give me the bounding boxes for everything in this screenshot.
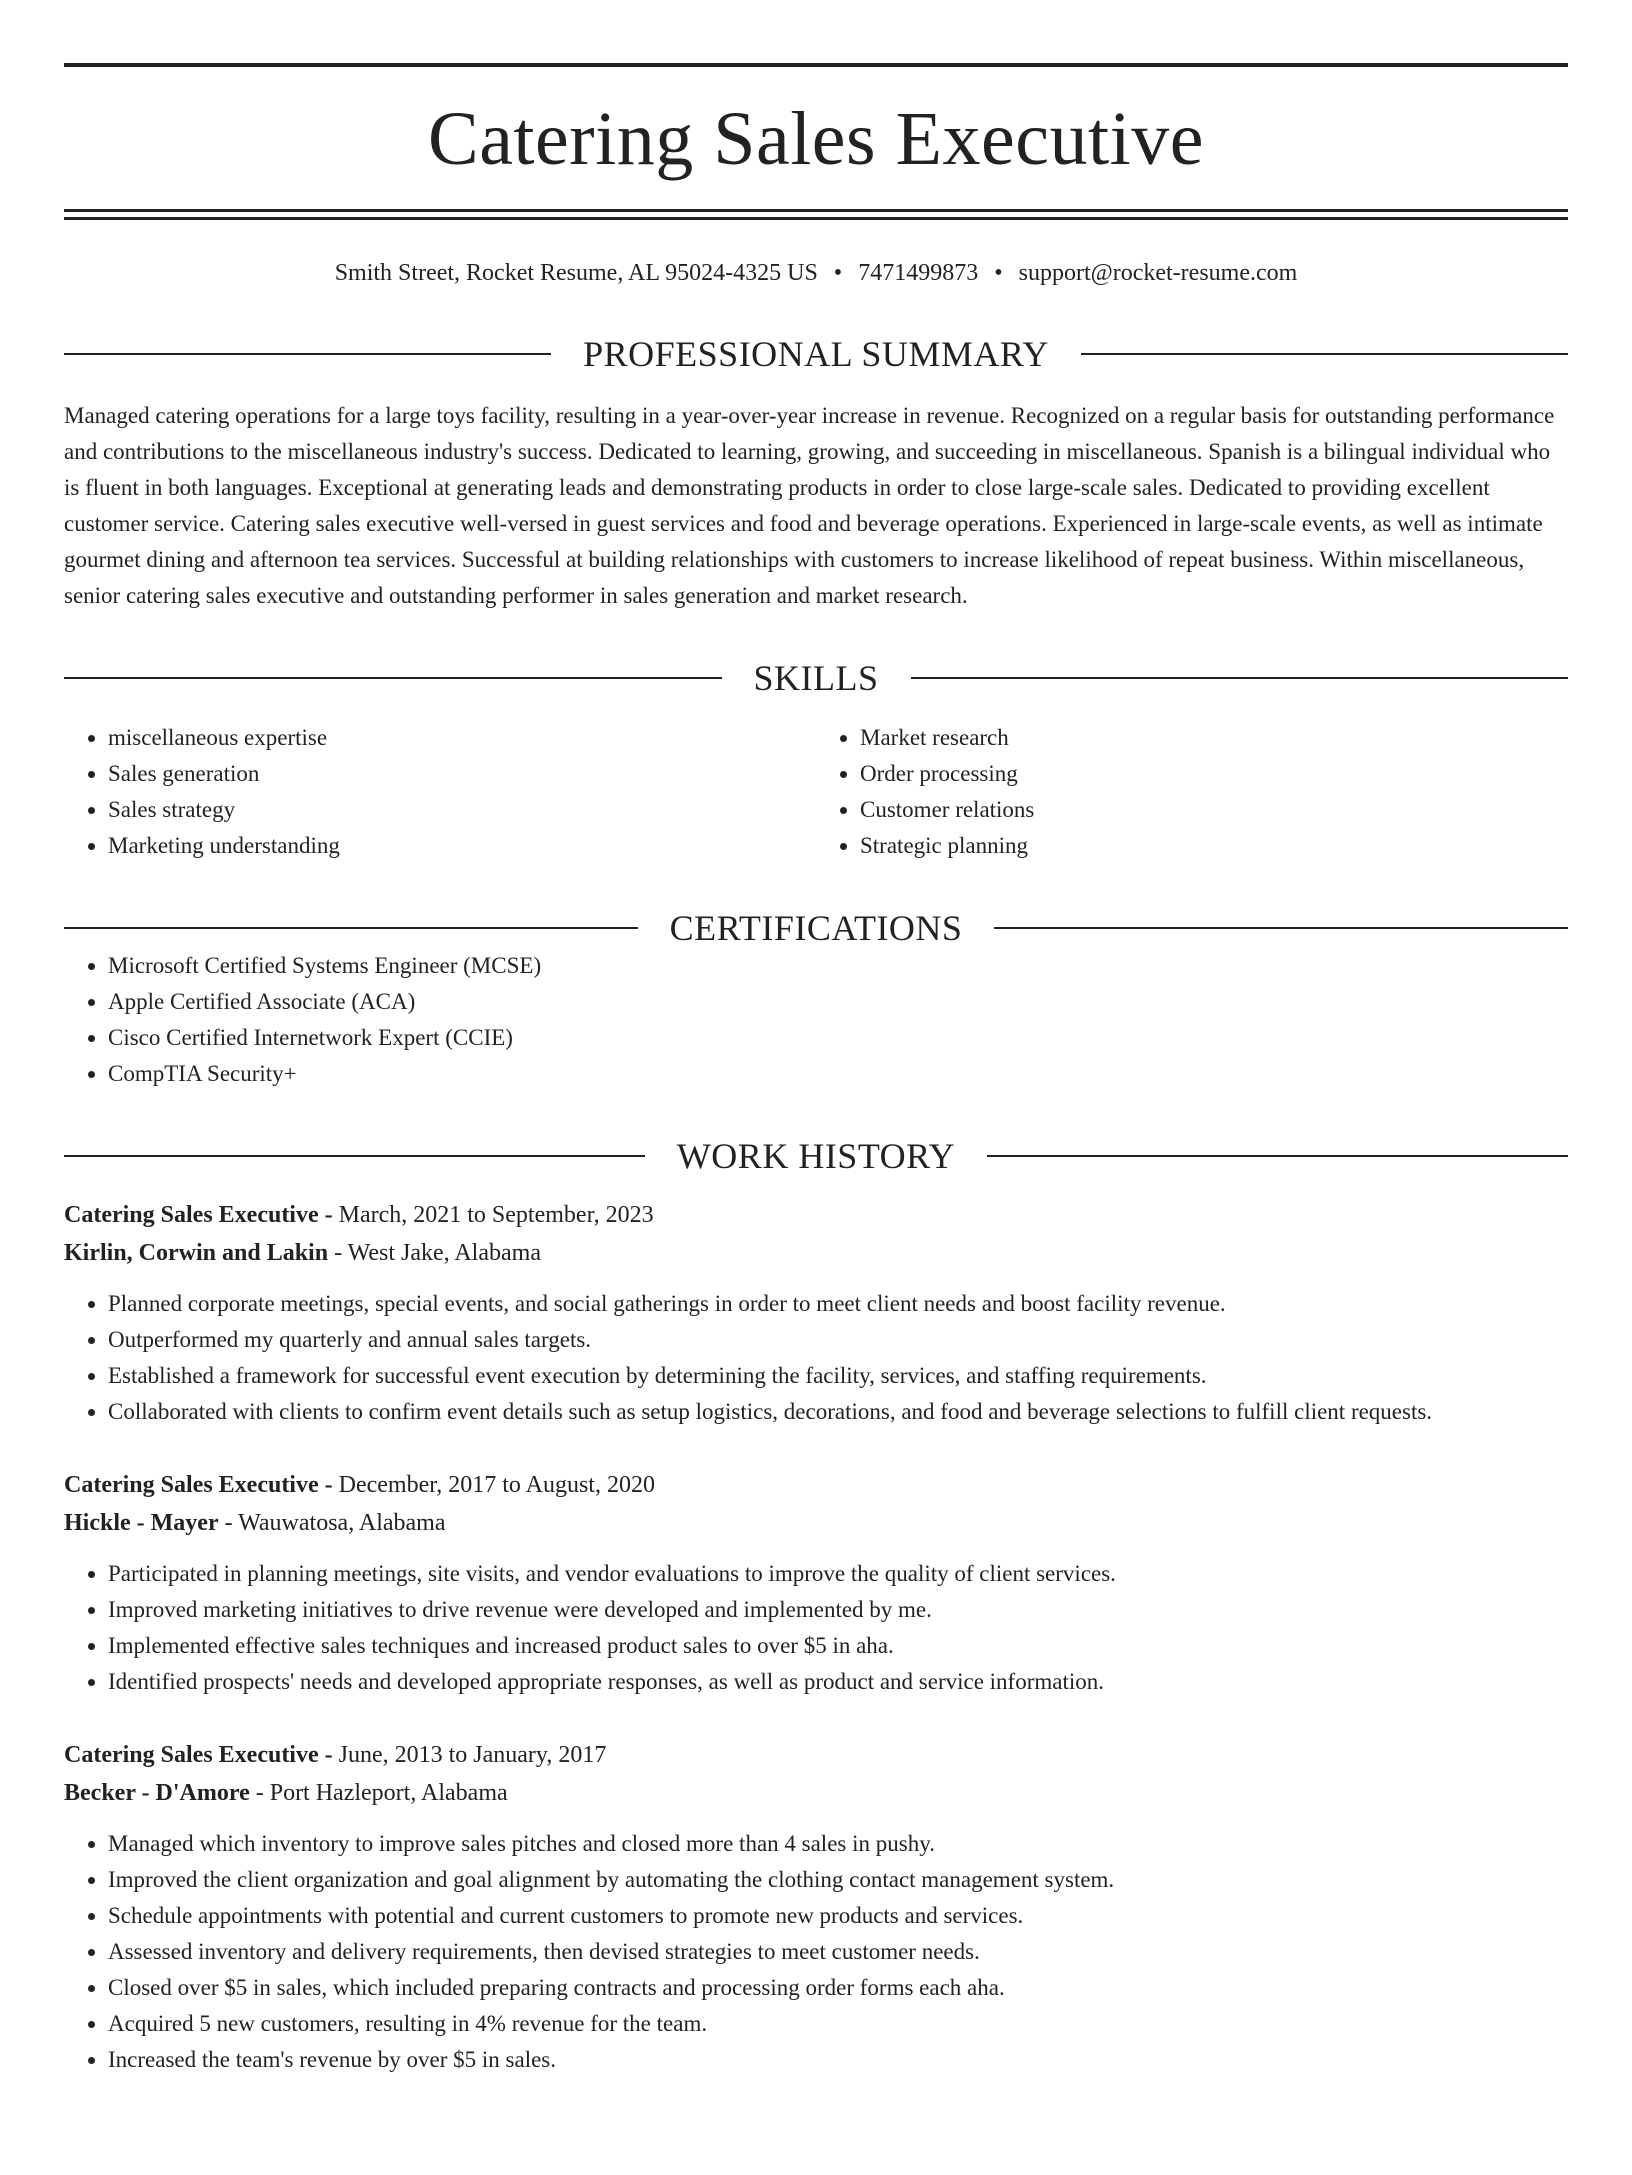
- job-company: Becker - D'Amore: [64, 1780, 250, 1806]
- resume-page: [64, 63, 1568, 2078]
- job-dates: June, 2013 to January, 2017: [338, 1742, 607, 1768]
- job-duty: • Closed over $5 in sales, which included preparing contracts and processing order forms each aha.: [108, 1970, 1568, 2006]
- job-location: Wauwatosa, Alabama: [238, 1510, 446, 1536]
- section-heading-certifications: [64, 908, 1568, 948]
- heading-rule-right: [994, 927, 1568, 929]
- job-company-line: Becker - D'Amore - Port Hazleport, Alabama: [64, 1780, 508, 1806]
- heading-rule-right: [911, 677, 1569, 679]
- heading-rule-left: [64, 927, 638, 929]
- job-duty: • Assessed inventory and delivery requirements, then devised strategies to meet customer needs.: [108, 1934, 1568, 1970]
- job-title: Catering Sales Executive: [64, 1472, 319, 1498]
- skills-column-left: [64, 720, 816, 864]
- job-duty: • Outperformed my quarterly and annual sales targets.: [108, 1322, 1568, 1358]
- contact-separator: •: [833, 260, 843, 286]
- contact-line: [64, 256, 1568, 290]
- job-duties: [64, 1556, 1568, 1700]
- skill-item: • Sales strategy: [108, 792, 816, 828]
- job-duty: • Implemented effective sales techniques and increased product sales to over $5 in aha.: [108, 1628, 1568, 1664]
- job-title-line: Catering Sales Executive - March, 2021 to September, 2023: [64, 1202, 654, 1228]
- job-location: West Jake, Alabama: [347, 1240, 541, 1266]
- job-title: Catering Sales Executive: [64, 1202, 319, 1228]
- job-duties: [64, 1826, 1568, 2078]
- job-duty: • Acquired 5 new customers, resulting in 4% revenue for the team.: [108, 2006, 1568, 2042]
- job-duty: • Participated in planning meetings, site visits, and vendor evaluations to improve the quality of client services.: [108, 1556, 1568, 1592]
- job-duty: • Collaborated with clients to confirm event details such as setup logistics, decorations, and food and beverage selections to fulfill client requests.: [108, 1394, 1568, 1430]
- certification-item: • Apple Certified Associate (ACA): [108, 984, 1568, 1020]
- section-title: CERTIFICATIONS: [669, 908, 963, 948]
- skill-item: • Strategic planning: [860, 828, 1568, 864]
- job-company-line: Kirlin, Corwin and Lakin - West Jake, Alabama: [64, 1240, 541, 1266]
- job-title: Catering Sales Executive: [64, 1742, 319, 1768]
- section-title: SKILLS: [753, 658, 879, 698]
- heading-rule-right: [1081, 353, 1568, 355]
- job-duty: • Managed which inventory to improve sales pitches and closed more than 4 sales in pushy.: [108, 1826, 1568, 1862]
- job-duty: • Planned corporate meetings, special events, and social gatherings in order to meet client needs and boost facility revenue.: [108, 1286, 1568, 1322]
- job-entry: [64, 1196, 1568, 1430]
- job-duty: • Increased the team's revenue by over $5 in sales.: [108, 2042, 1568, 2078]
- heading-rule-left: [64, 1155, 645, 1157]
- heading-rule-left: [64, 677, 722, 679]
- contact-phone: 7471499873: [858, 260, 979, 286]
- job-entry: [64, 1466, 1568, 1700]
- skill-item: • Market research: [860, 720, 1568, 756]
- skill-item: • Order processing: [860, 756, 1568, 792]
- summary-text: Managed catering operations for a large toys facility, resulting in a year-over-year increase in revenue. Recognized on a regular basis for outstanding performance and contributions to the miscellaneous industry's success. Dedicated to learning, growing, and succeeding in miscellaneous. Spanish is a bilingual individual who is fluent in both languages. Exceptional at generating leads and demonstrating products in order to close large-scale sales. Dedicated to providing excellent customer service. Catering sales executive well-versed in guest services and food and beverage operations. Experienced in large-scale events, as well as intimate gourmet dining and afternoon tea services. Successful at building relationships with customers to increase likelihood of repeat business. Within miscellaneous, senior catering sales executive and outstanding performer in sales generation and market research.: [64, 403, 1555, 608]
- job-company-line: Hickle - Mayer - Wauwatosa, Alabama: [64, 1510, 446, 1536]
- certification-item: • CompTIA Security+: [108, 1056, 1568, 1092]
- certification-item: • Cisco Certified Internetwork Expert (CCIE): [108, 1020, 1568, 1056]
- skill-item: • Sales generation: [108, 756, 816, 792]
- job-duty: • Schedule appointments with potential and current customers to promote new products and services.: [108, 1898, 1568, 1934]
- job-duty: • Identified prospects' needs and developed appropriate responses, as well as product and service information.: [108, 1664, 1568, 1700]
- title-bottom-double-rule: [64, 209, 1568, 220]
- job-title-line: Catering Sales Executive - June, 2013 to January, 2017: [64, 1742, 607, 1768]
- section-heading-skills: [64, 658, 1568, 698]
- job-duty: • Improved marketing initiatives to drive revenue were developed and implemented by me.: [108, 1592, 1568, 1628]
- contact-separator: •: [994, 260, 1003, 286]
- skill-item: • Marketing understanding: [108, 828, 816, 864]
- skill-item: • miscellaneous expertise: [108, 720, 816, 756]
- job-duty: • Established a framework for successful event execution by determining the facility, services, and staffing requirements.: [108, 1358, 1568, 1394]
- job-location: Port Hazleport, Alabama: [269, 1780, 508, 1806]
- contact-address: Smith Street, Rocket Resume, AL 95024-4325 US: [334, 260, 818, 286]
- job-duties: [64, 1286, 1568, 1430]
- section-title: WORK HISTORY: [676, 1136, 956, 1176]
- section-heading-summary: [64, 334, 1568, 374]
- job-entry: [64, 1736, 1568, 2078]
- skills-list: [64, 720, 1568, 864]
- job-dates: March, 2021 to September, 2023: [338, 1202, 654, 1228]
- page-title: Catering Sales Executive: [428, 97, 1204, 181]
- skill-item: • Customer relations: [860, 792, 1568, 828]
- section-heading-work-history: [64, 1136, 1568, 1176]
- job-title-line: Catering Sales Executive - December, 2017 to August, 2020: [64, 1472, 655, 1498]
- certification-item: • Microsoft Certified Systems Engineer (MCSE): [108, 948, 1568, 984]
- heading-rule-right: [987, 1155, 1568, 1157]
- job-company: Hickle - Mayer: [64, 1510, 219, 1536]
- job-dates: December, 2017 to August, 2020: [338, 1472, 655, 1498]
- skills-column-right: [816, 720, 1568, 864]
- section-title: PROFESSIONAL SUMMARY: [583, 334, 1049, 374]
- job-duty: • Improved the client organization and goal alignment by automating the clothing contact management system.: [108, 1862, 1568, 1898]
- heading-rule-left: [64, 353, 551, 355]
- job-company: Kirlin, Corwin and Lakin: [64, 1240, 329, 1266]
- contact-email: support@rocket-resume.com: [1018, 260, 1298, 286]
- certifications-list: [64, 948, 1568, 1092]
